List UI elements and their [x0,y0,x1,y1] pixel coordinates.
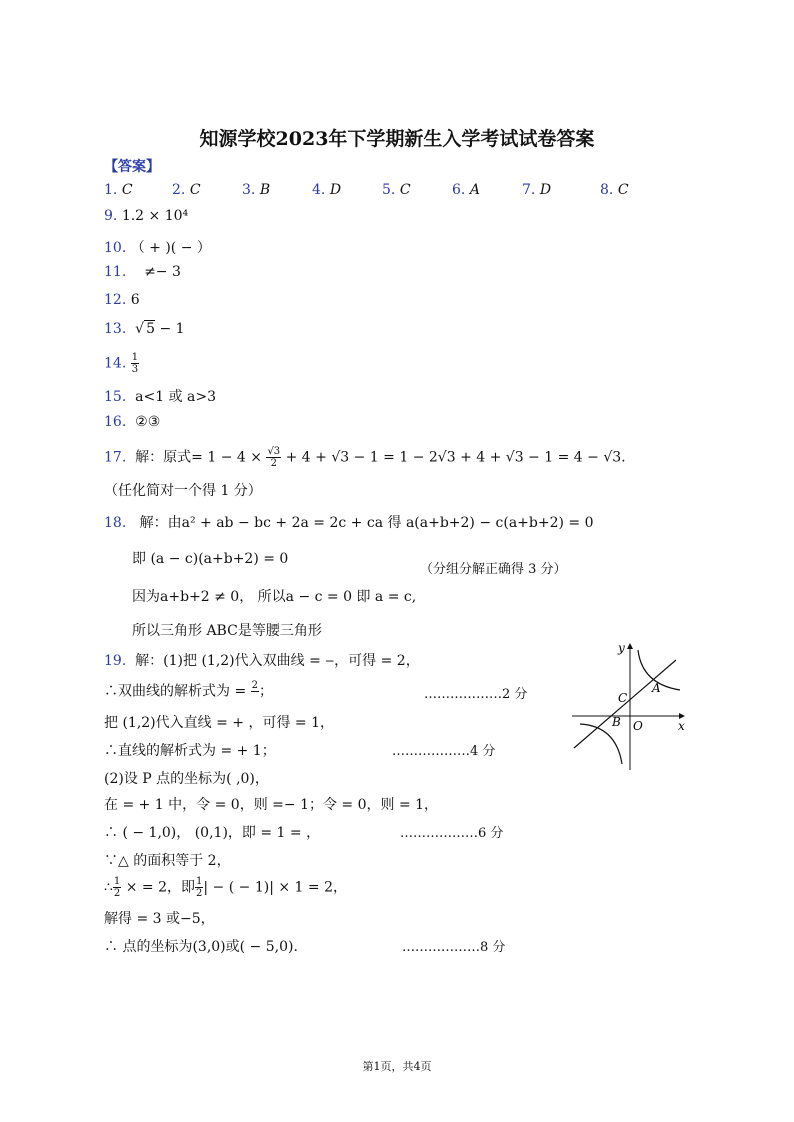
answer-13: 13. √ 5 − 1 [104,321,185,337]
mc-answer-5: 5. C [382,182,411,198]
x-label: x [678,719,685,733]
answer-19-line9: ∴ $\frac{1}{2}$ × = 2，即 $\frac{1}{2}$ | − ( − 1)| × 1 = 2， [104,876,347,899]
answer-19-line1: 19. 解：(1)把 (1,2)代入双曲线 = ‒，可得 = 2， [104,653,420,669]
point-a-label: A [652,681,661,695]
mc-answer-1: 1. C [104,182,133,198]
answer-19-line4: ∴直线的解析式为 = + 1； [104,743,276,759]
score-8: ………………8 分 [402,940,506,955]
answer-18-line4: 所以三角形 ABC是等腰三角形 [132,623,322,639]
score-4: ………………4 分 [392,744,496,759]
answer-19-line10: 解得 = 3 或−5， [104,911,215,927]
answer-16: 16. ②③ [104,414,161,430]
answer-14: 14. $\frac{1}{3}$ [104,352,139,375]
answer-10: 10. （ + )( − ） [104,240,211,256]
answer-19-line11: ∴ 点的坐标为(3,0)或( − 5,0). [104,939,298,955]
page-footer: 第1页，共4页 [362,1060,432,1073]
mc-answer-4: 4. D [312,182,342,198]
answer-18-score-note: （分组分解正确得 3 分） [420,562,567,577]
answer-19-line3: 把 (1,2)代入直线 = + ，可得 = 1， [104,715,334,731]
point-b-label: B [612,715,621,729]
answer-19-line5: (2)设 P 点的坐标为( ,0)， [104,771,269,787]
answer-17: 17. 解：原式= 1 − 4 × $\frac{√3}{2}$ + 4 + √3 − 1 = 1 − 2√3 + 4 + √3 − 1 = 4 − √3. [104,446,626,469]
page-title: 知源学校2023年下学期新生入学考试试卷答案 [199,128,595,150]
origin-label: O [633,719,643,733]
answer-9: 9. 1.2 × 10⁴ [104,208,189,224]
answer-17-note: （任化简对一个得 1 分） [104,483,262,499]
answer-tag: 【答案】 [104,159,160,175]
mc-answer-2: 2. C [172,182,201,198]
answer-12: 12. 6 [104,292,140,308]
score-2: ………………2 分 [424,687,528,702]
answer-19-line2: ∴双曲线的解析式为 = 2 ； [104,680,274,700]
answer-19-line6: 在 = + 1 中，令 = 0，则 =− 1；令 = 0，则 = 1， [104,797,439,813]
answer-19-line7: ∴ ( − 1,0)， (0,1)，即 = 1 = ， [104,825,321,841]
coordinate-figure [566,636,696,776]
point-c-label: C [618,691,628,705]
answer-15: 15. a<1 或 a>3 [104,389,217,405]
y-label: y [618,641,625,655]
mc-answer-6: 6. A [452,182,480,198]
answer-11: 11. ≠− 3 [104,264,181,280]
mc-answer-8: 8. C [600,182,629,198]
answer-18-line2: 即 (a − c)(a+b+2) = 0 [132,551,289,567]
mc-answer-3: 3. B [242,182,271,198]
answer-18-line3: 因为a+b+2 ≠ 0， 所以a − c = 0 即 a = c, [132,589,417,605]
hyperbola-branch-2 [580,724,622,764]
answer-18-line1: 18. 解：由a² + ab − bc + 2a = 2c + ca 得 a(a+b+2) − c(a+b+2) = 0 [104,515,594,531]
answer-19-line8: ∵△ 的面积等于 2， [104,853,231,869]
mc-answer-7: 7. D [522,182,552,198]
score-6: ………………6 分 [400,826,504,841]
